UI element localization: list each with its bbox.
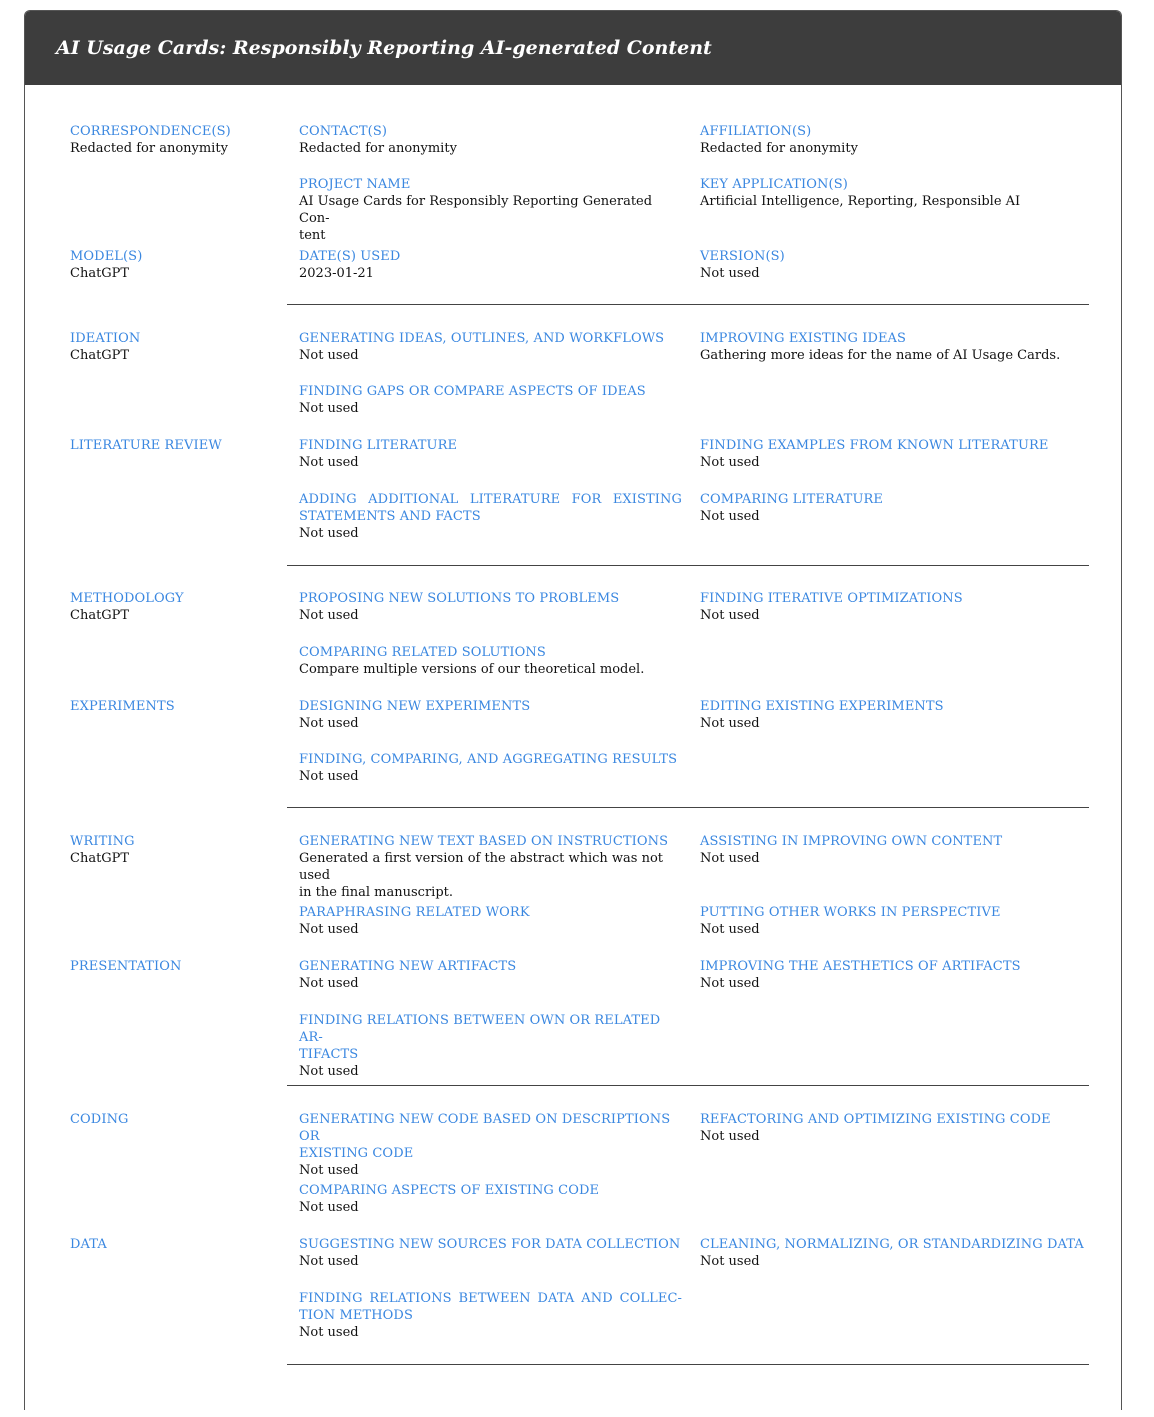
- finding-gaps-field: [299, 383, 682, 417]
- generating-text-field: [299, 833, 682, 901]
- comparing-literature-value: Not used: [700, 509, 760, 524]
- generating-code-field: [299, 1111, 682, 1179]
- ideation-label: IDEATION: [70, 331, 141, 346]
- section-divider: [287, 565, 1089, 566]
- correspondence-value: Redacted for anonymity: [70, 141, 228, 156]
- version-label: VERSION(S): [700, 249, 785, 264]
- ideation-value: ChatGPT: [70, 348, 130, 363]
- iterative-optimizations-label: FINDING ITERATIVE OPTIMIZATIONS: [700, 591, 963, 606]
- generating-text-value-line1: Generated a first version of the abstract which was not used: [299, 851, 663, 883]
- assisting-content-field: [700, 833, 1090, 867]
- generating-ideas-field: [299, 330, 682, 364]
- new-sources-value: Not used: [299, 1254, 359, 1269]
- finding-examples-value: Not used: [700, 455, 760, 470]
- aggregating-results-field: [299, 751, 682, 785]
- adding-literature-label-line2: STATEMENTS AND FACTS: [299, 509, 481, 524]
- perspective-label: PUTTING OTHER WORKS IN PERSPECTIVE: [700, 905, 1001, 920]
- section-divider: [287, 304, 1089, 305]
- presentation-field: [70, 958, 270, 975]
- paraphrasing-label: PARAPHRASING RELATED WORK: [299, 905, 530, 920]
- usage-card: [24, 10, 1122, 1410]
- new-sources-field: [299, 1236, 682, 1270]
- generating-code-value: Not used: [299, 1163, 359, 1178]
- correspondence-label: CORRESPONDENCE(S): [70, 124, 231, 139]
- affiliation-value: Redacted for anonymity: [700, 141, 858, 156]
- project-name-field: [299, 176, 682, 244]
- editing-experiments-field: [700, 698, 1090, 732]
- coding-field: [70, 1111, 270, 1128]
- model-field: [70, 248, 270, 282]
- designing-experiments-field: [299, 698, 682, 732]
- artifact-relations-field: [299, 1012, 682, 1080]
- comparing-literature-label: COMPARING LITERATURE: [700, 492, 883, 507]
- data-relations-label-line1: FINDING RELATIONS BETWEEN DATA AND COLLEC-: [299, 1291, 682, 1306]
- model-label: MODEL(S): [70, 249, 143, 264]
- cleaning-data-label: CLEANING, NORMALIZING, OR STANDARDIZING DATA: [700, 1237, 1084, 1252]
- ideation-field: [70, 330, 270, 364]
- card-header: [25, 11, 1121, 85]
- improving-ideas-field: [700, 330, 1090, 364]
- methodology-value: ChatGPT: [70, 608, 130, 623]
- adding-literature-value: Not used: [299, 526, 359, 541]
- section-divider: [287, 807, 1089, 808]
- aesthetics-value: Not used: [700, 976, 760, 991]
- iterative-optimizations-value: Not used: [700, 608, 760, 623]
- data-relations-value: Not used: [299, 1325, 359, 1340]
- data-label: DATA: [70, 1237, 107, 1252]
- finding-literature-field: [299, 437, 682, 471]
- comparing-code-label: COMPARING ASPECTS OF EXISTING CODE: [299, 1183, 600, 1198]
- improving-ideas-label: IMPROVING EXISTING IDEAS: [700, 331, 907, 346]
- contact-field: [299, 123, 682, 157]
- data-relations-label-line2: TION METHODS: [299, 1308, 413, 1323]
- aesthetics-label: IMPROVING THE AESTHETICS OF ARTIFACTS: [700, 959, 1021, 974]
- key-application-value: Artificial Intelligence, Reporting, Responsible AI: [700, 194, 1021, 209]
- generating-artifacts-label: GENERATING NEW ARTIFACTS: [299, 959, 517, 974]
- aesthetics-field: [700, 958, 1090, 992]
- iterative-optimizations-field: [700, 590, 1090, 624]
- writing-label: WRITING: [70, 834, 135, 849]
- paraphrasing-value: Not used: [299, 922, 359, 937]
- data-relations-field: [299, 1290, 682, 1341]
- finding-literature-label: FINDING LITERATURE: [299, 438, 458, 453]
- generating-artifacts-value: Not used: [299, 976, 359, 991]
- perspective-field: [700, 904, 1090, 938]
- contact-value: Redacted for anonymity: [299, 141, 457, 156]
- refactoring-label: REFACTORING AND OPTIMIZING EXISTING CODE: [700, 1112, 1051, 1127]
- literature-review-label: LITERATURE REVIEW: [70, 438, 222, 453]
- adding-literature-field: [299, 491, 682, 542]
- generating-code-label-line1: GENERATING NEW CODE BASED ON DESCRIPTIONS OR: [299, 1112, 671, 1144]
- key-application-field: [700, 176, 1090, 210]
- generating-ideas-value: Not used: [299, 348, 359, 363]
- adding-literature-label-line1: ADDING ADDITIONAL LITERATURE FOR EXISTING: [299, 492, 682, 507]
- methodology-field: [70, 590, 270, 624]
- generating-code-label-line2: EXISTING CODE: [299, 1146, 414, 1161]
- aggregating-results-value: Not used: [299, 769, 359, 784]
- correspondence-field: [70, 123, 270, 157]
- comparing-solutions-label: COMPARING RELATED SOLUTIONS: [299, 645, 546, 660]
- affiliation-label: AFFILIATION(S): [700, 124, 812, 139]
- experiments-label: EXPERIMENTS: [70, 699, 175, 714]
- section-divider: [287, 1364, 1089, 1365]
- aggregating-results-label: FINDING, COMPARING, AND AGGREGATING RESULTS: [299, 752, 678, 767]
- writing-value: ChatGPT: [70, 851, 130, 866]
- finding-examples-field: [700, 437, 1090, 471]
- finding-gaps-value: Not used: [299, 401, 359, 416]
- project-name-value-line1: AI Usage Cards for Responsibly Reporting Generated Con-: [299, 194, 653, 226]
- refactoring-value: Not used: [700, 1129, 760, 1144]
- new-sources-label: SUGGESTING NEW SOURCES FOR DATA COLLECTION: [299, 1237, 681, 1252]
- data-field: [70, 1236, 270, 1253]
- artifact-relations-value: Not used: [299, 1064, 359, 1079]
- generating-artifacts-field: [299, 958, 682, 992]
- generating-text-value-line2: in the final manuscript.: [299, 885, 453, 900]
- methodology-label: METHODOLOGY: [70, 591, 184, 606]
- comparing-literature-field: [700, 491, 1090, 525]
- key-application-label: KEY APPLICATION(S): [700, 177, 848, 192]
- assisting-content-value: Not used: [700, 851, 760, 866]
- artifact-relations-label-line2: TIFACTS: [299, 1047, 359, 1062]
- date-used-field: [299, 248, 682, 282]
- literature-review-field: [70, 437, 270, 454]
- writing-field: [70, 833, 270, 867]
- generating-text-label: GENERATING NEW TEXT BASED ON INSTRUCTIONS: [299, 834, 669, 849]
- finding-gaps-label: FINDING GAPS OR COMPARE ASPECTS OF IDEAS: [299, 384, 646, 399]
- editing-experiments-value: Not used: [700, 716, 760, 731]
- comparing-code-field: [299, 1182, 682, 1216]
- proposing-solutions-value: Not used: [299, 608, 359, 623]
- comparing-solutions-field: [299, 644, 682, 678]
- project-name-value-line2: tent: [299, 228, 326, 243]
- artifact-relations-label-line1: FINDING RELATIONS BETWEEN OWN OR RELATED AR-: [299, 1013, 661, 1045]
- affiliation-field: [700, 123, 1090, 157]
- comparing-code-value: Not used: [299, 1200, 359, 1215]
- version-value: Not used: [700, 266, 760, 281]
- perspective-value: Not used: [700, 922, 760, 937]
- finding-examples-label: FINDING EXAMPLES FROM KNOWN LITERATURE: [700, 438, 1049, 453]
- refactoring-field: [700, 1111, 1090, 1145]
- date-used-value: 2023-01-21: [299, 266, 374, 281]
- improving-ideas-value: Gathering more ideas for the name of AI Usage Cards.: [700, 348, 1061, 363]
- coding-label: CODING: [70, 1112, 129, 1127]
- finding-literature-value: Not used: [299, 455, 359, 470]
- generating-ideas-label: GENERATING IDEAS, OUTLINES, AND WORKFLOWS: [299, 331, 665, 346]
- editing-experiments-label: EDITING EXISTING EXPERIMENTS: [700, 699, 944, 714]
- proposing-solutions-field: [299, 590, 682, 624]
- paraphrasing-field: [299, 904, 682, 938]
- date-used-label: DATE(S) USED: [299, 249, 401, 264]
- presentation-label: PRESENTATION: [70, 959, 182, 974]
- designing-experiments-value: Not used: [299, 716, 359, 731]
- comparing-solutions-value: Compare multiple versions of our theoretical model.: [299, 662, 645, 677]
- cleaning-data-field: [700, 1236, 1090, 1270]
- version-field: [700, 248, 1090, 282]
- project-name-label: PROJECT NAME: [299, 177, 411, 192]
- cleaning-data-value: Not used: [700, 1254, 760, 1269]
- proposing-solutions-label: PROPOSING NEW SOLUTIONS TO PROBLEMS: [299, 591, 620, 606]
- card-title: AI Usage Cards: Responsibly Reporting AI-generated Content: [56, 37, 712, 59]
- experiments-field: [70, 698, 270, 715]
- contact-label: CONTACT(S): [299, 124, 387, 139]
- section-divider: [287, 1085, 1089, 1086]
- model-value: ChatGPT: [70, 266, 130, 281]
- designing-experiments-label: DESIGNING NEW EXPERIMENTS: [299, 699, 531, 714]
- assisting-content-label: ASSISTING IN IMPROVING OWN CONTENT: [700, 834, 1003, 849]
